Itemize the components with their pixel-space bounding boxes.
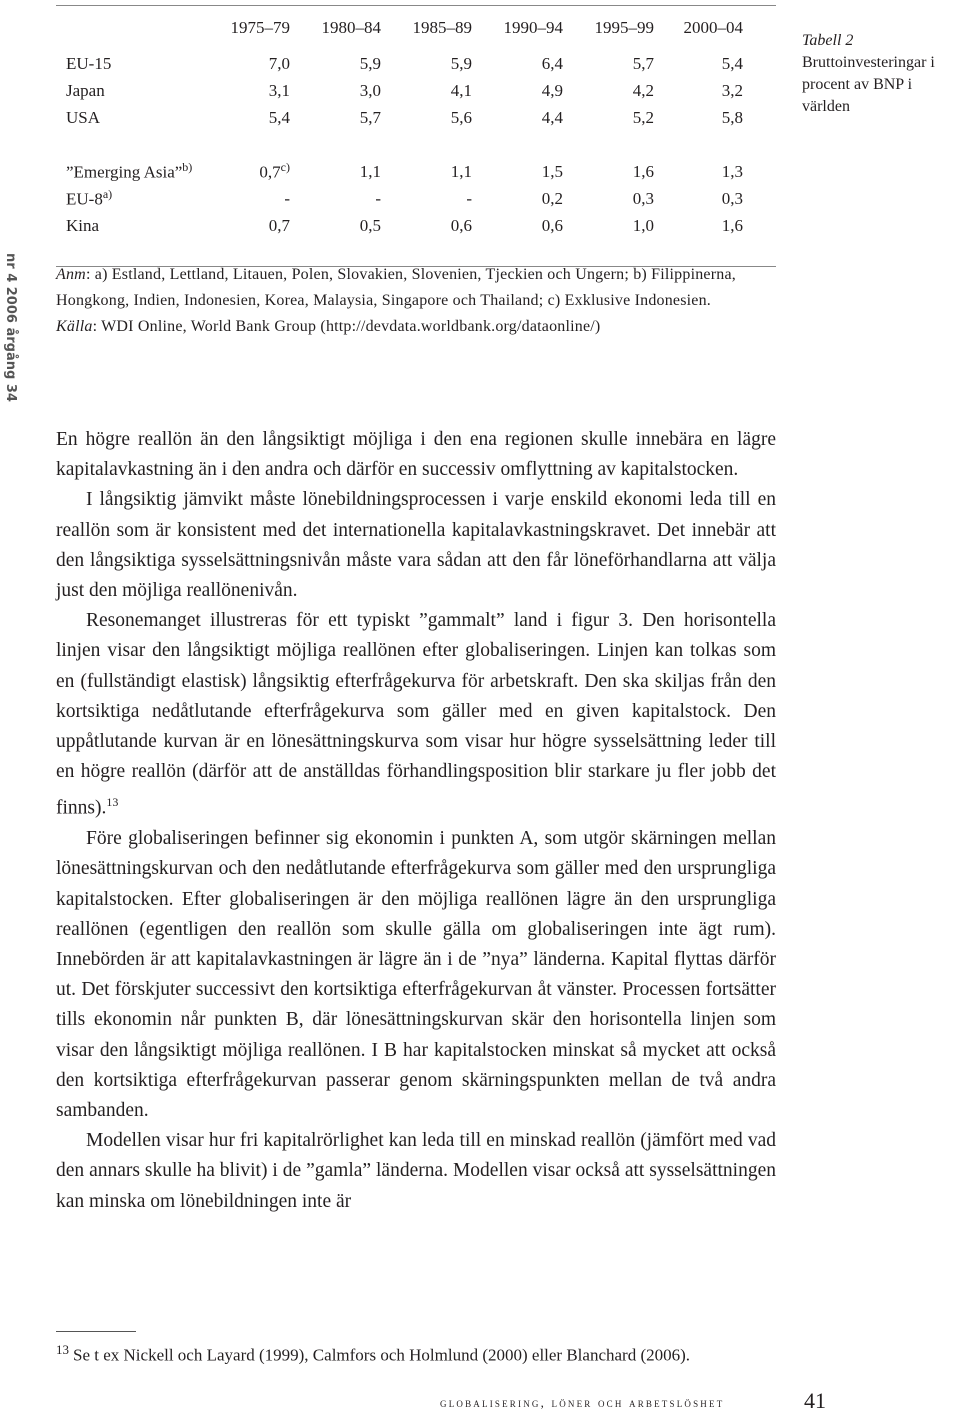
table-cell: 5,2 (632, 107, 654, 127)
table-cell: 1,1 (450, 161, 472, 181)
row-label: USA (66, 107, 101, 127)
journal-issue-label: nr 4 2006 årgång 34 (3, 253, 18, 402)
table-note-anm: Anm: a) Estland, Lettland, Litauen, Polen, Slovakien, Slovenien, Tjeckien och Ungern; b) Filippinerna, Hongkong, Indien, Indonesien, Korea, Malaysia, Singapore och Thailand; c) Exklusive Indonesien. (56, 266, 736, 309)
paragraph: Modellen visar hur fri kapitalrörlighet kan leda till en minskad reallön (jämfört med vad den annars skulle ha blivit) i de ”gamla” länderna. Modellen visar också att sysselsättningen kan minska om lönebildningen inte är (56, 1130, 776, 1212)
table-cell: 1,6 (721, 215, 743, 235)
paragraph: I långsiktig jämvikt måste lönebildningsprocessen i varje enskild ekonomi leda till en reallön som är konsistent med det internationella kapitalavkastningskravet. Det innebär att den långsiktiga sysselsättningsnivån måste vara sådan att den får löneförhandlarna att välja just den möjliga reallönenivån. (56, 489, 776, 602)
table-cell: 5,7 (359, 107, 381, 127)
investment-table-grid (56, 6, 743, 266)
column-header: 1980–84 (321, 18, 381, 37)
table-cell: - (375, 188, 381, 208)
table-cell: 0,7$^{c)}$ (259, 160, 290, 182)
table-cell: 5,8 (721, 107, 743, 127)
column-header: 2000–04 (683, 18, 743, 37)
row-label: EU-8$^{a)}$ (66, 187, 113, 209)
table-notes (56, 262, 776, 340)
table-cell: - (284, 188, 290, 208)
table-row (56, 104, 743, 131)
table-cell: 7,0 (268, 53, 290, 73)
page-number: 41 (804, 1388, 826, 1413)
table-cell: 0,5 (359, 215, 381, 235)
table-cell: 1,0 (632, 215, 654, 235)
table-cell: 5,9 (450, 53, 472, 73)
row-label: Kina (66, 215, 100, 235)
running-head: globalisering, löner och arbetslöshet (440, 1395, 725, 1410)
paragraph: Resonemanget illustreras för ett typiskt ”gammalt” land i figur 3. Den horisontella linjen visar den långsiktigt möjliga reallönen efter globaliseringen. Linjen kan tolkas som en (fullständigt elastisk) långsiktig efterfrågekurva för arbetskraft. Den ska skiljas från den kortsiktiga nedåtlutande efterfrågekurva som gäller med en given kapitalstock. Den uppåtlutande kurvan är en lönesättningskurva som visar hur högre sysselsättning leder till en högre reallön (därför att de anställdas förhandlingsposition blir starkare ju fler jobb det finns).$^{13}$ (56, 610, 776, 819)
table-cell: 0,6 (450, 215, 472, 235)
table-cell: 4,1 (450, 80, 472, 100)
column-header: 1990–94 (503, 18, 563, 37)
table-cell: 1,3 (721, 161, 743, 181)
footnote-reference: 13 (106, 795, 119, 810)
table-caption-title: Tabell 2 (802, 32, 854, 49)
table-cell: 6,4 (541, 53, 563, 73)
table-row (56, 77, 743, 104)
table-cell: 5,7 (632, 53, 654, 73)
table-caption-subtitle: Bruttoinvesteringar i procent av BNP i världen (802, 54, 935, 115)
table-note-source: Källa: WDI Online, World Bank Group (http://devdata.worldbank.org/dataonline/) (56, 318, 601, 335)
table-cell: 5,6 (450, 107, 472, 127)
table-cell: 4,2 (632, 80, 654, 100)
paragraph: Före globaliseringen befinner sig ekonomin i punkten A, som utgör skärningen mellan lönesättningskurvan och den nedåtlutande efterfrågekurva som gäller med den ursprungliga kapitalstocken. Efter globaliseringen är den möjliga reallönen lägre än den ursprungliga reallönen (egentligen den reallön som skulle gälla om globaliseringen inte ägt rum). Innebörden är att kapitalavkastningen är lägre än i de ”nya” länderna. Kapital flyttas därför ut. Det förskjuter successivt den kortsiktiga efterfrågekurvan åt vänster. Processen fortsätter tills ekonomin når punkten B, där lönesättningskurvan skär den horisontella linjen som visar den långsiktigt möjliga reallönen. I B har kapitalstocken minskat så mycket att också den kortsiktiga efterfrågekurvan passerar genom skärningspunkten mellan de två andra sambanden. (56, 828, 776, 1121)
table-cell: 3,1 (268, 80, 290, 100)
table-cell: 0,3 (721, 188, 743, 208)
column-header: 1985–89 (412, 18, 472, 37)
table-cell: 0,3 (632, 188, 654, 208)
table-cell: 3,2 (721, 80, 743, 100)
table-cell: - (466, 188, 472, 208)
footnote-rule (56, 1331, 136, 1332)
row-label: EU-15 (66, 53, 112, 73)
body-text (56, 425, 776, 1217)
footnote-marker: b) (182, 160, 193, 175)
table-spacer (56, 131, 743, 158)
footnote-marker: a) (102, 187, 113, 202)
row-label: Japan (66, 80, 105, 100)
table-row (56, 50, 743, 77)
table-cell: 5,9 (359, 53, 381, 73)
paragraph: En högre reallön än den långsiktigt möjliga i den ena regionen skulle innebära en lägre kapitalavkastning än i den andra och därför en successiv omflyttning av kapitalstocken. (56, 429, 776, 481)
column-header: 1975–79 (230, 18, 290, 37)
column-header: 1995–99 (594, 18, 654, 37)
table-cell: 5,4 (268, 107, 290, 127)
footnote (56, 1342, 690, 1366)
table-cell: 4,4 (541, 107, 563, 127)
table-row (56, 158, 743, 185)
table-header-row (56, 6, 743, 50)
table-cell: 1,5 (541, 161, 563, 181)
table-caption (802, 30, 960, 118)
table-cell: 1,1 (359, 161, 381, 181)
table-cell: 3,0 (359, 80, 381, 100)
footnote-text: Se t ex Nickell och Layard (1999), Calmfors och Holmlund (2000) eller Blanchard (2006). (73, 1345, 691, 1365)
table-cell: 0,7 (268, 215, 290, 235)
table-cell: 0,2 (541, 188, 563, 208)
row-label: ”Emerging Asia”$^{b)}$ (66, 160, 193, 182)
table-row (56, 185, 743, 212)
footnote-marker: c) (280, 160, 290, 175)
table-cell: 5,4 (721, 53, 743, 73)
investment-table (56, 5, 776, 267)
table-cell: 1,6 (632, 161, 654, 181)
table-cell: 4,9 (541, 80, 563, 100)
table-row (56, 212, 743, 239)
table-cell: 0,6 (541, 215, 563, 235)
footnote-number: 13 (56, 1342, 69, 1357)
